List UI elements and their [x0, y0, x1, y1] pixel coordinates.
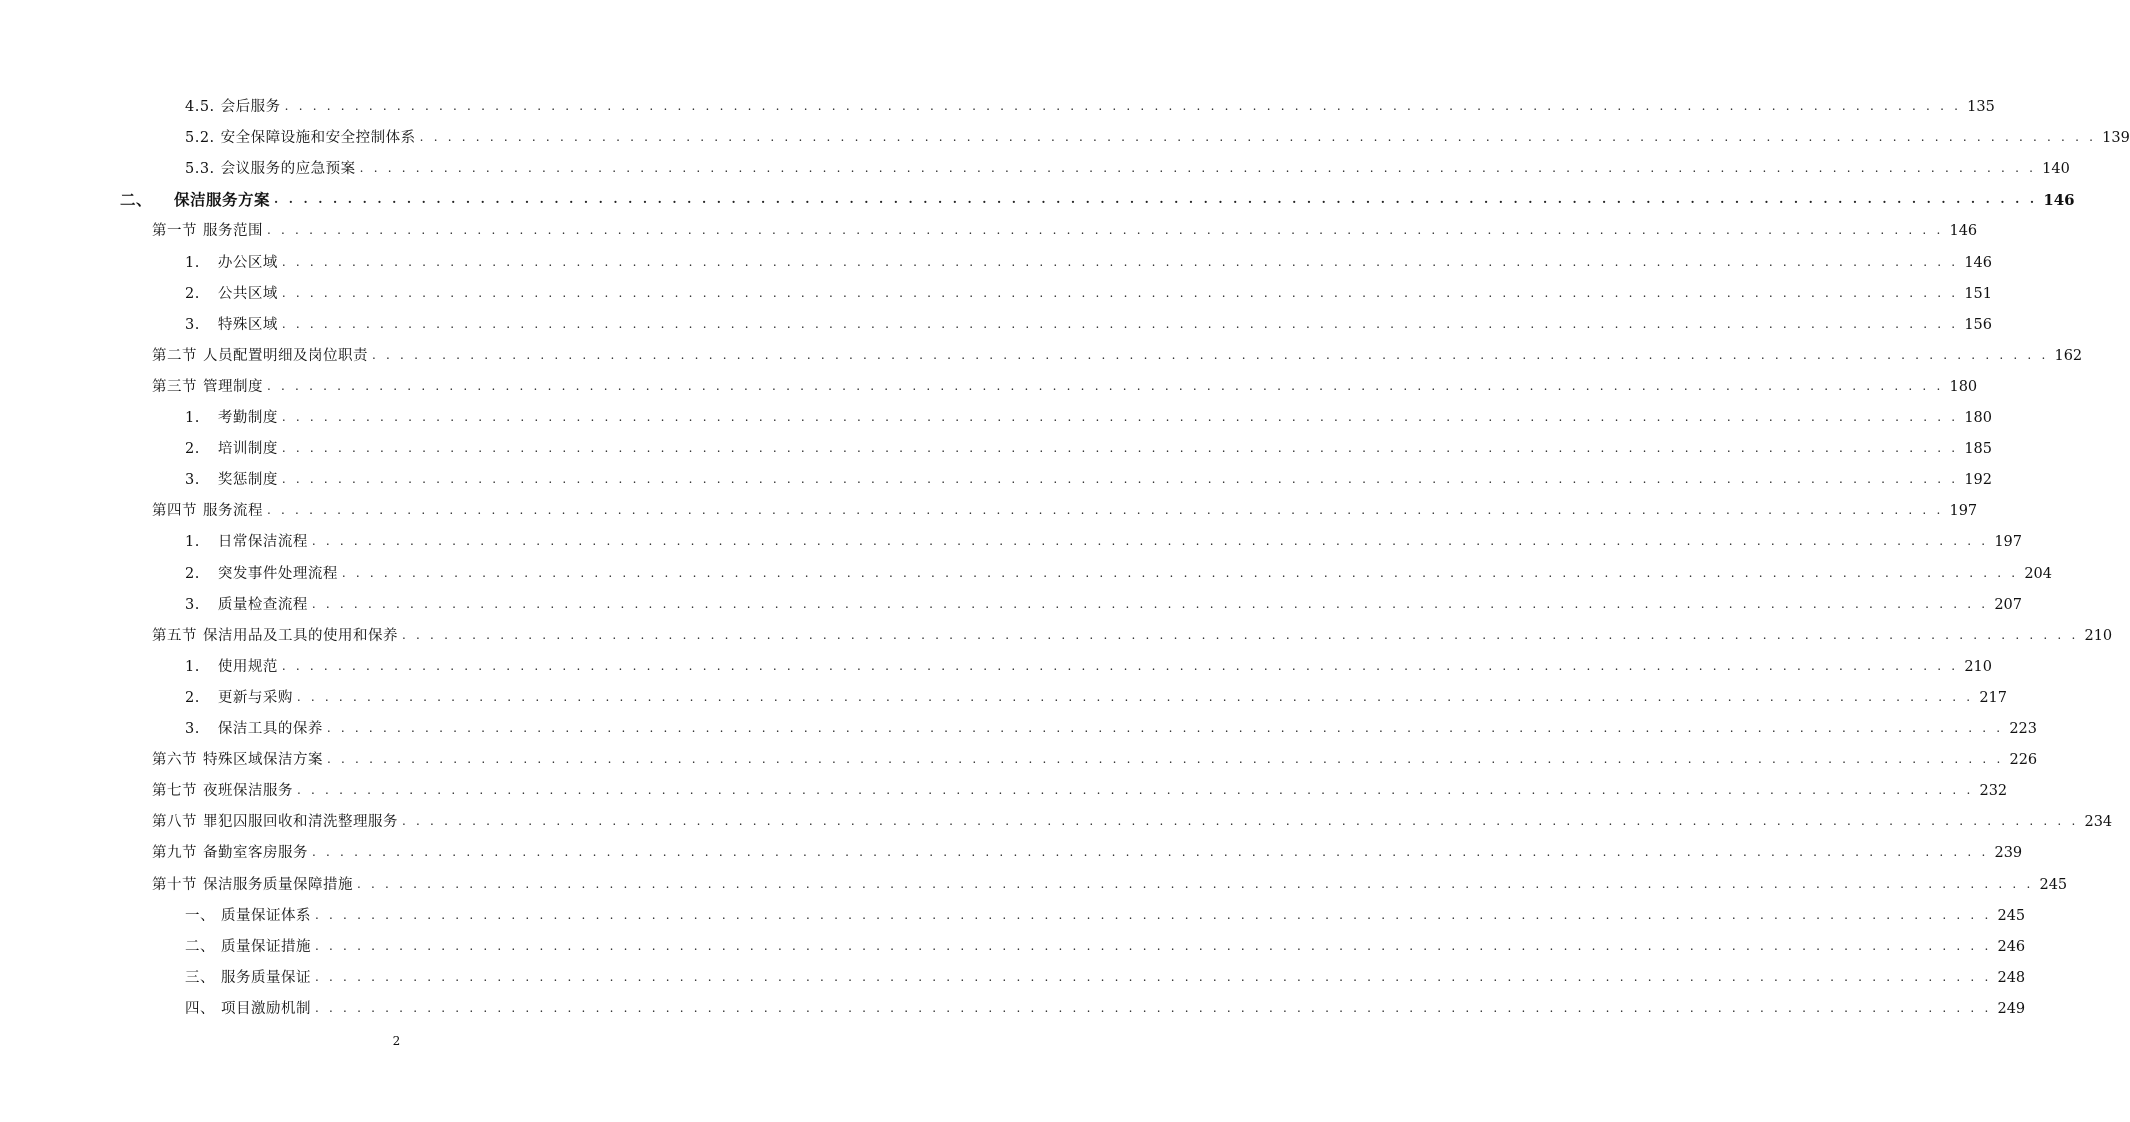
toc-entry-page: 146 [2043, 191, 2075, 210]
toc-entry-label [152, 502, 267, 520]
toc-entry[interactable] [152, 345, 2083, 365]
toc-entry-page: 197 [1949, 503, 1978, 520]
toc-entry[interactable] [185, 905, 2026, 925]
toc-entry-label [120, 191, 274, 209]
toc-entry-title: 服务流程 [203, 503, 263, 520]
dot-leader: . . . . . . . . . . . . . . . . . . . . . . . . . . . . . . . . . . . . . . . . . . . . . . . . . . . . . . . . . . . . . . . . . . . . . . . . . . . . . . . . . . . . . . . . . . . . . . . . . . . . . . . . . . . . . . . . . . . . . . . . [281, 316, 1959, 331]
toc-entry[interactable] [185, 158, 2070, 178]
toc-entry[interactable] [152, 500, 1978, 520]
toc-entry-title: 项目激励机制 [221, 1000, 311, 1017]
toc-entry-label [185, 98, 285, 116]
toc-entry-page: 249 [1997, 1000, 2026, 1017]
toc-entry-page: 245 [1997, 907, 2026, 924]
toc-entry-page: 135 [1967, 99, 1995, 115]
dot-leader: . . . . . . . . . . . . . . . . . . . . . . . . . . . . . . . . . . . . . . . . . . . . . . . . . . . . . . . . . . . . . . . . . . . . . . . . . . . . . . . . . . . . . . . . . . . . . . . . . . . . . . . . . . . . . . . . . . . . . . . . [315, 907, 1992, 922]
dot-leader: . . . . . . . . . . . . . . . . . . . . . . . . . . . . . . . . . . . . . . . . . . . . . . . . . . . . . . . . . . . . . . . . . . . . . . . . . . . . . . . . . . . . . . . . . . . . . . . . . . . . . . . . . . . . . . . . . . . . . . . . [315, 969, 1992, 984]
dot-leader: . . . . . . . . . . . . . . . . . . . . . . . . . . . . . . . . . . . . . . . . . . . . . . . . . . . . . . . . . . . . . . . . . . . . . . . . . . . . . . . . . . . . . . . . . . . . . . . . . . . . . . . . . . . . . . . . . . . . . . . . [402, 627, 2079, 642]
toc-entry[interactable] [152, 811, 2113, 831]
toc-entry-page: 232 [1979, 783, 2008, 800]
dot-leader: . . . . . . . . . . . . . . . . . . . . . . . . . . . . . . . . . . . . . . . . . . . . . . . . . . . . . . . . . . . . . . . . . . . . . . . . . . . . . . . . . . . . . . . . . . . . . . . . . . . . . . . . . . . . . . . . . . . . . . . . [326, 721, 2004, 735]
toc-entry-label [185, 285, 282, 303]
toc-entry-title: 会后服务 [220, 99, 281, 115]
toc-entry-number: 5.3. [185, 161, 215, 178]
toc-entry-page: 210 [2084, 627, 2113, 644]
toc-entry-title: 质量保证措施 [221, 938, 311, 955]
dot-leader: . . . . . . . . . . . . . . . . . . . . . . . . . . . . . . . . . . . . . . . . . . . . . . . . . . . . . . . . . . . . . . . . . . . . . . . . . . . . . . . . . . . . . . . . . . . . . . . . . . . . . . . . . . . . . . . . . . . . . . . . [281, 441, 1959, 456]
dot-leader: . . . . . . . . . . . . . . . . . . . . . . . . . . . . . . . . . . . . . . . . . . . . . . . . . . . . . . . . . . . . . . . . . . . . . . . . . . . . . . . . . . . . . . . . . . . . . . . . . . . . . . . . . . . . . . . . . . . . . . . . [359, 161, 2037, 176]
dot-leader: . . . . . . . . . . . . . . . . . . . . . . . . . . . . . . . . . . . . . . . . . . . . . . . . . . . . . . . . . . . . . . . . . . . . . . . . . . . . . . . . . . . . . . . . . . . . . . . . . . . . . . . . . . . . . . . . . . . . . . . . [274, 192, 2038, 207]
toc-entry-page: 204 [2024, 565, 2052, 582]
dot-leader: . . . . . . . . . . . . . . . . . . . . . . . . . . . . . . . . . . . . . . . . . . . . . . . . . . . . . . . . . . . . . . . . . . . . . . . . . . . . . . . . . . . . . . . . . . . . . . . . . . . . . . . . . . . . . . . . . . . . . . . . [297, 783, 1974, 798]
dot-leader: . . . . . . . . . . . . . . . . . . . . . . . . . . . . . . . . . . . . . . . . . . . . . . . . . . . . . . . . . . . . . . . . . . . . . . . . . . . . . . . . . . . . . . . . . . . . . . . . . . . . . . . . . . . . . . . . . . . . . . . . [281, 254, 1959, 269]
toc-entry-label [185, 440, 282, 458]
toc-entry[interactable] [185, 687, 2007, 707]
toc-entry-page: 139 [2102, 130, 2130, 147]
toc-entry[interactable] [185, 531, 2022, 551]
dot-leader: . . . . . . . . . . . . . . . . . . . . . . . . . . . . . . . . . . . . . . . . . . . . . . . . . . . . . . . . . . . . . . . . . . . . . . . . . . . . . . . . . . . . . . . . . . . . . . . . . . . . . . . . . . . . . . . . . . . . . . . . [281, 285, 1959, 300]
toc-entry-title: 质量保证体系 [221, 907, 311, 924]
toc-entry-label [185, 129, 420, 147]
toc-entry-number: 第四节 [152, 503, 197, 520]
toc-entry-title: 安全保障设施和安全控制体系 [220, 130, 416, 147]
toc-entry[interactable] [152, 749, 2038, 769]
toc-entry-label [152, 751, 327, 769]
toc-entry-title: 奖惩制度 [217, 472, 278, 489]
toc-entry[interactable] [152, 625, 2113, 645]
toc-entry[interactable] [152, 874, 2068, 894]
toc-entry-title: 保洁用品及工具的使用和保养 [203, 627, 398, 644]
toc-entry-number: 一、 [185, 907, 215, 924]
toc-entry-page: 245 [2039, 876, 2068, 893]
toc-entry-page: 197 [1994, 534, 2022, 551]
toc-entry-page: 151 [1964, 285, 1992, 302]
dot-leader: . . . . . . . . . . . . . . . . . . . . . . . . . . . . . . . . . . . . . . . . . . . . . . . . . . . . . . . . . . . . . . . . . . . . . . . . . . . . . . . . . . . . . . . . . . . . . . . . . . . . . . . . . . . . . . . . . . . . . . . . [296, 689, 1974, 704]
toc-entry-label [152, 627, 402, 645]
toc-entry-number: 三、 [185, 969, 215, 986]
toc-entry[interactable] [185, 563, 2052, 583]
toc-entry-label [152, 222, 267, 240]
toc-entry-page: 217 [1979, 689, 2007, 706]
toc-entry[interactable] [152, 220, 1978, 240]
toc-entry-number: 1. [185, 410, 200, 426]
toc-entry[interactable] [120, 189, 2075, 210]
dot-leader: . . . . . . . . . . . . . . . . . . . . . . . . . . . . . . . . . . . . . . . . . . . . . . . . . . . . . . . . . . . . . . . . . . . . . . . . . . . . . . . . . . . . . . . . . . . . . . . . . . . . . . . . . . . . . . . . . . . . . . . . [402, 814, 2079, 829]
toc-entry[interactable] [185, 936, 2026, 956]
toc-entry-number: 4.5. [185, 99, 215, 115]
toc-entry-number: 1. [185, 534, 200, 551]
dot-leader: . . . . . . . . . . . . . . . . . . . . . . . . . . . . . . . . . . . . . . . . . . . . . . . . . . . . . . . . . . . . . . . . . . . . . . . . . . . . . . . . . . . . . . . . . . . . . . . . . . . . . . . . . . . . . . . . . . . . . . . . [357, 876, 2034, 891]
toc-entry-page: 223 [2009, 721, 2037, 737]
toc-entry-title: 日常保洁流程 [217, 534, 308, 551]
toc-entry-number: 1. [185, 254, 200, 271]
dot-leader: . . . . . . . . . . . . . . . . . . . . . . . . . . . . . . . . . . . . . . . . . . . . . . . . . . . . . . . . . . . . . . . . . . . . . . . . . . . . . . . . . . . . . . . . . . . . . . . . . . . . . . . . . . . . . . . . . . . . . . . . [267, 503, 1944, 518]
toc-entry[interactable] [185, 283, 1992, 303]
toc-entry-label [185, 160, 360, 178]
toc-entry-label [185, 658, 282, 676]
toc-entry-title: 保洁服务质量保障措施 [203, 876, 353, 893]
toc-entry-number: 2. [185, 689, 200, 706]
toc-entry-title: 使用规范 [217, 658, 278, 675]
dot-leader: . . . . . . . . . . . . . . . . . . . . . . . . . . . . . . . . . . . . . . . . . . . . . . . . . . . . . . . . . . . . . . . . . . . . . . . . . . . . . . . . . . . . . . . . . . . . . . . . . . . . . . . . . . . . . . . . . . . . . . . . [312, 845, 1989, 860]
toc-entry[interactable] [185, 469, 1992, 489]
toc-entry-number: 3. [185, 596, 200, 613]
toc-entry-label [185, 689, 297, 707]
dot-leader: . . . . . . . . . . . . . . . . . . . . . . . . . . . . . . . . . . . . . . . . . . . . . . . . . . . . . . . . . . . . . . . . . . . . . . . . . . . . . . . . . . . . . . . . . . . . . . . . . . . . . . . . . . . . . . . . . . . . . . . . [419, 130, 2097, 145]
toc-entry-label [152, 378, 267, 396]
page-number: 2 [392, 1034, 401, 1048]
toc-entry-page: 192 [1964, 472, 1992, 489]
toc-entry-number: 第三节 [152, 378, 197, 395]
toc-entry-page: 239 [1994, 845, 2023, 862]
toc-entry-title: 突发事件处理流程 [217, 565, 338, 582]
toc-entry-title: 服务质量保证 [221, 969, 311, 986]
toc-entry[interactable] [185, 438, 1992, 458]
toc-entry-number: 3. [185, 316, 200, 333]
toc-entry-label [185, 533, 312, 551]
toc-entry-title: 保洁工具的保养 [217, 721, 323, 737]
toc-entry-number: 二、 [185, 938, 215, 955]
toc-entry-number: 四、 [185, 1000, 215, 1017]
toc-entry-number: 3. [185, 721, 200, 737]
toc-entry-label [185, 720, 327, 738]
toc-entry[interactable] [185, 718, 2037, 738]
toc-entry-page: 248 [1997, 969, 2026, 986]
toc-entry-number: 第一节 [152, 223, 197, 240]
toc-entry-label [185, 938, 315, 956]
toc-entry[interactable] [185, 594, 2022, 614]
toc-entry-title: 管理制度 [203, 378, 263, 395]
toc-entry-number: 第二节 [152, 347, 197, 364]
toc-entry[interactable] [185, 252, 1992, 272]
toc-entry-title: 公共区域 [217, 285, 278, 302]
toc-entry-label [152, 876, 357, 894]
toc-entry-page: 185 [1964, 441, 1992, 458]
toc-entry-number: 2. [185, 441, 200, 458]
toc-entry[interactable] [185, 127, 2130, 147]
toc-entry-number: 5.2. [185, 130, 215, 147]
toc-entry-number: 第五节 [152, 627, 197, 644]
toc-entry[interactable] [152, 780, 2008, 800]
toc-entry-label [152, 813, 402, 831]
toc-entry-label [185, 907, 315, 925]
toc-entry-label [185, 1000, 315, 1018]
toc-entry-number: 第六节 [152, 752, 197, 769]
toc-entry-page: 210 [1964, 658, 1992, 675]
toc-entry-label [152, 782, 297, 800]
toc-entry-title: 办公区域 [217, 254, 278, 271]
dot-leader: . . . . . . . . . . . . . . . . . . . . . . . . . . . . . . . . . . . . . . . . . . . . . . . . . . . . . . . . . . . . . . . . . . . . . . . . . . . . . . . . . . . . . . . . . . . . . . . . . . . . . . . . . . . . . . . . . . . . . . . . [372, 347, 2049, 362]
toc-entry-title: 保洁服务方案 [174, 190, 271, 210]
dot-leader: . . . . . . . . . . . . . . . . . . . . . . . . . . . . . . . . . . . . . . . . . . . . . . . . . . . . . . . . . . . . . . . . . . . . . . . . . . . . . . . . . . . . . . . . . . . . . . . . . . . . . . . . . . . . . . . . . . . . . . . . [267, 378, 1944, 393]
toc-entry-number: 2. [185, 285, 200, 302]
dot-leader: . . . . . . . . . . . . . . . . . . . . . . . . . . . . . . . . . . . . . . . . . . . . . . . . . . . . . . . . . . . . . . . . . . . . . . . . . . . . . . . . . . . . . . . . . . . . . . . . . . . . . . . . . . . . . . . . . . . . . . . . [267, 223, 1944, 238]
toc-entry[interactable] [185, 314, 1992, 334]
toc-entry-label [185, 316, 282, 334]
dot-leader: . . . . . . . . . . . . . . . . . . . . . . . . . . . . . . . . . . . . . . . . . . . . . . . . . . . . . . . . . . . . . . . . . . . . . . . . . . . . . . . . . . . . . . . . . . . . . . . . . . . . . . . . . . . . . . . . . . . . . . . . [315, 1000, 1992, 1015]
toc-entry-number: 2. [185, 565, 200, 582]
toc-entry[interactable] [185, 96, 1995, 116]
toc-entry-page: 246 [1997, 938, 2026, 955]
toc-entry-page: 146 [1964, 254, 1992, 271]
toc-entry-title: 特殊区域保洁方案 [203, 752, 323, 769]
dot-leader: . . . . . . . . . . . . . . . . . . . . . . . . . . . . . . . . . . . . . . . . . . . . . . . . . . . . . . . . . . . . . . . . . . . . . . . . . . . . . . . . . . . . . . . . . . . . . . . . . . . . . . . . . . . . . . . . . . . . . . . . [341, 565, 2019, 580]
toc-entry-label [185, 596, 312, 614]
toc-entry-title: 罪犯囚服回收和清洗整理服务 [203, 814, 398, 831]
toc-entry-page: 156 [1964, 316, 1992, 333]
toc-entry-title: 会议服务的应急预案 [220, 161, 356, 178]
toc-entry[interactable] [152, 842, 2023, 862]
dot-leader: . . . . . . . . . . . . . . . . . . . . . . . . . . . . . . . . . . . . . . . . . . . . . . . . . . . . . . . . . . . . . . . . . . . . . . . . . . . . . . . . . . . . . . . . . . . . . . . . . . . . . . . . . . . . . . . . . . . . . . . . [311, 534, 1989, 549]
toc-entry-number: 二、 [120, 190, 153, 210]
toc-entry-number: 第七节 [152, 783, 197, 800]
dot-leader: . . . . . . . . . . . . . . . . . . . . . . . . . . . . . . . . . . . . . . . . . . . . . . . . . . . . . . . . . . . . . . . . . . . . . . . . . . . . . . . . . . . . . . . . . . . . . . . . . . . . . . . . . . . . . . . . . . . . . . . . [315, 938, 1992, 953]
toc-entry[interactable] [152, 376, 1978, 396]
toc-entry-title: 夜班保洁服务 [203, 783, 293, 800]
toc-entry-label [185, 565, 342, 583]
toc-entry[interactable] [185, 656, 1992, 676]
toc-entry-page: 162 [2054, 347, 2083, 364]
toc-entry-number: 第九节 [152, 845, 197, 862]
dot-leader: . . . . . . . . . . . . . . . . . . . . . . . . . . . . . . . . . . . . . . . . . . . . . . . . . . . . . . . . . . . . . . . . . . . . . . . . . . . . . . . . . . . . . . . . . . . . . . . . . . . . . . . . . . . . . . . . . . . . . . . . [281, 658, 1959, 673]
toc-entry-title: 培训制度 [217, 441, 278, 458]
toc-entry-page: 234 [2084, 814, 2113, 831]
dot-leader: . . . . . . . . . . . . . . . . . . . . . . . . . . . . . . . . . . . . . . . . . . . . . . . . . . . . . . . . . . . . . . . . . . . . . . . . . . . . . . . . . . . . . . . . . . . . . . . . . . . . . . . . . . . . . . . . . . . . . . . . [281, 410, 1959, 424]
toc-entry-page: 207 [1994, 596, 2022, 613]
dot-leader: . . . . . . . . . . . . . . . . . . . . . . . . . . . . . . . . . . . . . . . . . . . . . . . . . . . . . . . . . . . . . . . . . . . . . . . . . . . . . . . . . . . . . . . . . . . . . . . . . . . . . . . . . . . . . . . . . . . . . . . . [284, 99, 1962, 113]
toc-entry-number: 1. [185, 658, 200, 675]
toc-entry-title: 特殊区域 [217, 316, 278, 333]
toc-entry-number: 第八节 [152, 814, 197, 831]
toc-entry[interactable] [185, 967, 2026, 987]
toc-entry[interactable] [185, 407, 1992, 427]
dot-leader: . . . . . . . . . . . . . . . . . . . . . . . . . . . . . . . . . . . . . . . . . . . . . . . . . . . . . . . . . . . . . . . . . . . . . . . . . . . . . . . . . . . . . . . . . . . . . . . . . . . . . . . . . . . . . . . . . . . . . . . . [311, 596, 1989, 611]
toc-entry-label [185, 471, 282, 489]
toc-entry[interactable] [185, 998, 2026, 1018]
toc-entry-label [152, 347, 372, 365]
toc-entry-page: 226 [2009, 752, 2038, 769]
toc-entry-title: 备勤室客房服务 [203, 845, 308, 862]
toc-entry-title: 考勤制度 [217, 410, 278, 426]
toc-entry-label [185, 409, 282, 427]
dot-leader: . . . . . . . . . . . . . . . . . . . . . . . . . . . . . . . . . . . . . . . . . . . . . . . . . . . . . . . . . . . . . . . . . . . . . . . . . . . . . . . . . . . . . . . . . . . . . . . . . . . . . . . . . . . . . . . . . . . . . . . . [281, 472, 1959, 487]
toc-entry-page: 180 [1964, 410, 1992, 426]
toc-entry-label [185, 969, 315, 987]
toc-entry-label [185, 254, 282, 272]
toc-entry-page: 180 [1949, 378, 1978, 395]
toc-entry-title: 人员配置明细及岗位职责 [203, 347, 368, 364]
toc-entry-title: 质量检查流程 [217, 596, 308, 613]
toc-entry-page: 146 [1949, 223, 1978, 240]
toc-entry-number: 第十节 [152, 876, 197, 893]
toc-entry-title: 更新与采购 [217, 689, 293, 706]
toc-entry-title: 服务范围 [203, 223, 263, 240]
toc-entry-label [152, 844, 312, 862]
dot-leader: . . . . . . . . . . . . . . . . . . . . . . . . . . . . . . . . . . . . . . . . . . . . . . . . . . . . . . . . . . . . . . . . . . . . . . . . . . . . . . . . . . . . . . . . . . . . . . . . . . . . . . . . . . . . . . . . . . . . . . . . [327, 752, 2004, 767]
toc-entry-number: 3. [185, 472, 200, 489]
toc-entry-page: 140 [2042, 161, 2070, 178]
